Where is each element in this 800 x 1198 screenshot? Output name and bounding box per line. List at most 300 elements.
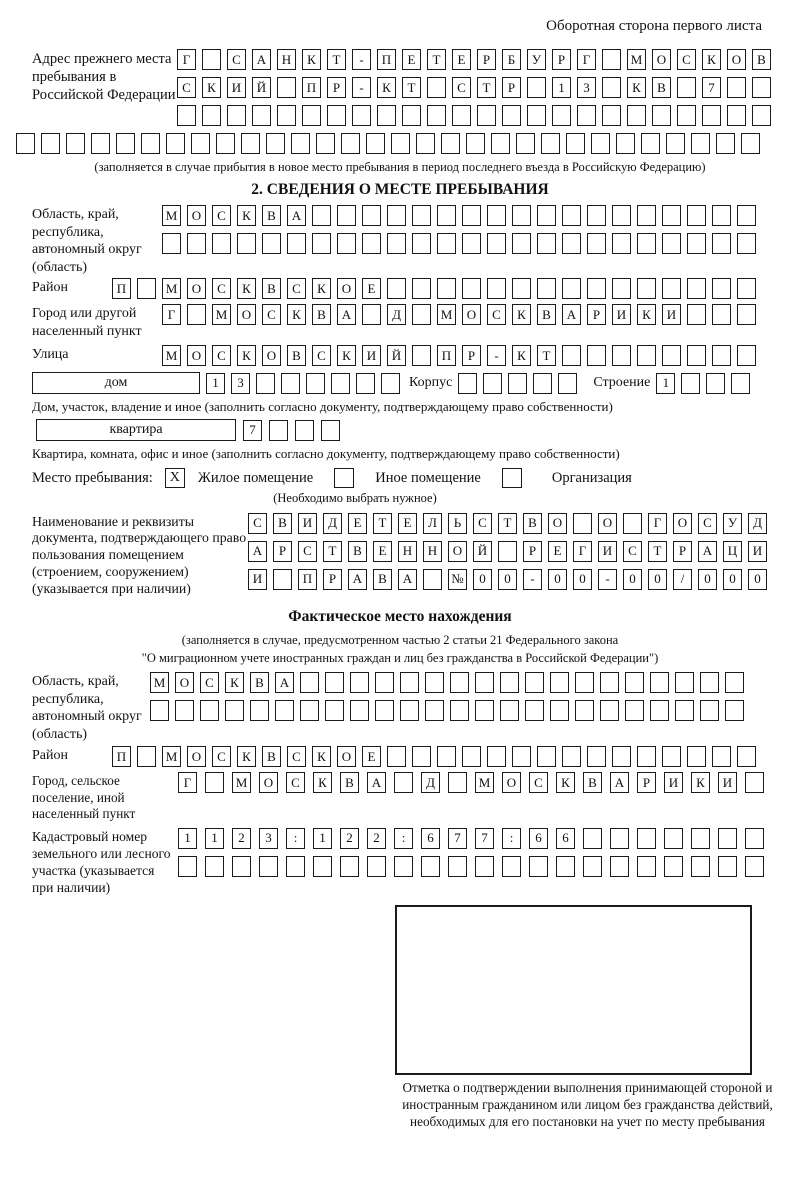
char-cell[interactable]: [205, 772, 224, 793]
char-cell[interactable]: [452, 105, 471, 126]
char-cell[interactable]: Г: [573, 541, 592, 562]
char-cell[interactable]: [745, 828, 764, 849]
char-cell[interactable]: [477, 105, 496, 126]
char-cell[interactable]: [291, 133, 310, 154]
char-cell[interactable]: [273, 569, 292, 590]
char-cell[interactable]: [637, 233, 656, 254]
char-cell[interactable]: [687, 345, 706, 366]
char-cell[interactable]: А: [367, 772, 386, 793]
char-cell[interactable]: [394, 772, 413, 793]
char-cell[interactable]: С: [212, 746, 231, 767]
char-cell[interactable]: [366, 133, 385, 154]
char-cell[interactable]: Г: [577, 49, 596, 70]
char-cell[interactable]: -: [352, 49, 371, 70]
char-cell[interactable]: [562, 345, 581, 366]
char-cell[interactable]: О: [448, 541, 467, 562]
char-cell[interactable]: [191, 133, 210, 154]
char-cell[interactable]: [637, 205, 656, 226]
char-cell[interactable]: 2: [232, 828, 251, 849]
char-cell[interactable]: [300, 672, 319, 693]
char-cell[interactable]: [381, 373, 400, 394]
char-cell[interactable]: [321, 420, 340, 441]
char-cell[interactable]: [587, 345, 606, 366]
char-cell[interactable]: [205, 856, 224, 877]
char-cell[interactable]: Е: [362, 746, 381, 767]
char-cell[interactable]: И: [598, 541, 617, 562]
char-cell[interactable]: [269, 420, 288, 441]
char-cell[interactable]: Г: [178, 772, 197, 793]
char-cell[interactable]: [448, 772, 467, 793]
char-cell[interactable]: [362, 233, 381, 254]
char-cell[interactable]: О: [548, 513, 567, 534]
char-cell[interactable]: [302, 105, 321, 126]
char-cell[interactable]: [712, 278, 731, 299]
char-cell[interactable]: [466, 133, 485, 154]
char-cell[interactable]: В: [752, 49, 771, 70]
char-cell[interactable]: [491, 133, 510, 154]
char-cell[interactable]: [691, 133, 710, 154]
char-cell[interactable]: П: [437, 345, 456, 366]
char-cell[interactable]: [259, 856, 278, 877]
char-cell[interactable]: [377, 105, 396, 126]
char-cell[interactable]: Р: [587, 304, 606, 325]
char-cell[interactable]: [367, 856, 386, 877]
char-cell[interactable]: [687, 233, 706, 254]
char-cell[interactable]: 6: [421, 828, 440, 849]
char-cell[interactable]: [306, 373, 325, 394]
char-cell[interactable]: В: [348, 541, 367, 562]
char-cell[interactable]: [331, 373, 350, 394]
char-cell[interactable]: [508, 373, 527, 394]
char-cell[interactable]: [745, 856, 764, 877]
char-cell[interactable]: [752, 77, 771, 98]
char-cell[interactable]: А: [348, 569, 367, 590]
char-cell[interactable]: [716, 133, 735, 154]
char-cell[interactable]: [641, 133, 660, 154]
char-cell[interactable]: [637, 345, 656, 366]
char-cell[interactable]: [687, 304, 706, 325]
char-cell[interactable]: [727, 77, 746, 98]
char-cell[interactable]: Р: [637, 772, 656, 793]
char-cell[interactable]: [16, 133, 35, 154]
char-cell[interactable]: [652, 105, 671, 126]
char-cell[interactable]: Е: [348, 513, 367, 534]
char-cell[interactable]: [450, 700, 469, 721]
char-cell[interactable]: С: [487, 304, 506, 325]
char-cell[interactable]: [718, 828, 737, 849]
char-cell[interactable]: 1: [205, 828, 224, 849]
char-cell[interactable]: [533, 373, 552, 394]
char-cell[interactable]: [737, 345, 756, 366]
char-cell[interactable]: [462, 746, 481, 767]
char-cell[interactable]: [250, 700, 269, 721]
char-cell[interactable]: [737, 746, 756, 767]
char-cell[interactable]: Р: [673, 541, 692, 562]
char-cell[interactable]: В: [523, 513, 542, 534]
char-cell[interactable]: В: [373, 569, 392, 590]
char-cell[interactable]: [577, 105, 596, 126]
char-cell[interactable]: [583, 828, 602, 849]
char-cell[interactable]: О: [187, 746, 206, 767]
char-cell[interactable]: 1: [656, 373, 675, 394]
char-cell[interactable]: О: [727, 49, 746, 70]
char-cell[interactable]: [362, 304, 381, 325]
char-cell[interactable]: [458, 373, 477, 394]
char-cell[interactable]: 0: [748, 569, 767, 590]
char-cell[interactable]: А: [562, 304, 581, 325]
char-cell[interactable]: [391, 133, 410, 154]
char-cell[interactable]: [316, 133, 335, 154]
char-cell[interactable]: [718, 856, 737, 877]
char-cell[interactable]: Т: [498, 513, 517, 534]
char-cell[interactable]: 0: [498, 569, 517, 590]
char-cell[interactable]: [537, 278, 556, 299]
char-cell[interactable]: [725, 700, 744, 721]
char-cell[interactable]: [573, 513, 592, 534]
char-cell[interactable]: [178, 856, 197, 877]
char-cell[interactable]: Й: [473, 541, 492, 562]
char-cell[interactable]: [527, 77, 546, 98]
char-cell[interactable]: [602, 49, 621, 70]
char-cell[interactable]: К: [377, 77, 396, 98]
char-cell[interactable]: 3: [577, 77, 596, 98]
char-cell[interactable]: [600, 672, 619, 693]
char-cell[interactable]: Т: [323, 541, 342, 562]
char-cell[interactable]: [675, 672, 694, 693]
char-cell[interactable]: [275, 700, 294, 721]
char-cell[interactable]: Г: [162, 304, 181, 325]
char-cell[interactable]: Р: [502, 77, 521, 98]
char-cell[interactable]: [691, 856, 710, 877]
char-cell[interactable]: Й: [252, 77, 271, 98]
char-cell[interactable]: [662, 345, 681, 366]
char-cell[interactable]: 7: [702, 77, 721, 98]
char-cell[interactable]: [427, 77, 446, 98]
char-cell[interactable]: [502, 856, 521, 877]
char-cell[interactable]: А: [275, 672, 294, 693]
char-cell[interactable]: [562, 746, 581, 767]
char-cell[interactable]: Е: [402, 49, 421, 70]
char-cell[interactable]: [587, 278, 606, 299]
char-cell[interactable]: 2: [340, 828, 359, 849]
char-cell[interactable]: [337, 205, 356, 226]
char-cell[interactable]: К: [225, 672, 244, 693]
char-cell[interactable]: [387, 233, 406, 254]
char-cell[interactable]: [462, 205, 481, 226]
char-cell[interactable]: [425, 700, 444, 721]
char-cell[interactable]: А: [248, 541, 267, 562]
char-cell[interactable]: [612, 205, 631, 226]
char-cell[interactable]: /: [673, 569, 692, 590]
char-cell[interactable]: [241, 133, 260, 154]
char-cell[interactable]: Ц: [723, 541, 742, 562]
char-cell[interactable]: Т: [373, 513, 392, 534]
char-cell[interactable]: [202, 105, 221, 126]
char-cell[interactable]: [227, 105, 246, 126]
char-cell[interactable]: Е: [373, 541, 392, 562]
char-cell[interactable]: [550, 700, 569, 721]
char-cell[interactable]: [502, 105, 521, 126]
char-cell[interactable]: [462, 233, 481, 254]
char-cell[interactable]: [677, 105, 696, 126]
char-cell[interactable]: Т: [648, 541, 667, 562]
char-cell[interactable]: Р: [552, 49, 571, 70]
char-cell[interactable]: М: [437, 304, 456, 325]
char-cell[interactable]: 0: [473, 569, 492, 590]
char-cell[interactable]: [541, 133, 560, 154]
char-cell[interactable]: -: [487, 345, 506, 366]
char-cell[interactable]: К: [237, 345, 256, 366]
char-cell[interactable]: [41, 133, 60, 154]
char-cell[interactable]: Е: [398, 513, 417, 534]
char-cell[interactable]: К: [302, 49, 321, 70]
char-cell[interactable]: И: [662, 304, 681, 325]
char-cell[interactable]: Т: [327, 49, 346, 70]
char-cell[interactable]: [623, 513, 642, 534]
char-cell[interactable]: [232, 856, 251, 877]
char-cell[interactable]: В: [652, 77, 671, 98]
char-cell[interactable]: 1: [313, 828, 332, 849]
char-cell[interactable]: [583, 856, 602, 877]
char-cell[interactable]: [150, 700, 169, 721]
char-cell[interactable]: К: [512, 304, 531, 325]
char-cell[interactable]: В: [273, 513, 292, 534]
char-cell[interactable]: У: [527, 49, 546, 70]
char-cell[interactable]: Р: [477, 49, 496, 70]
char-cell[interactable]: И: [612, 304, 631, 325]
char-cell[interactable]: 7: [243, 420, 262, 441]
char-cell[interactable]: 0: [573, 569, 592, 590]
char-cell[interactable]: Л: [423, 513, 442, 534]
char-cell[interactable]: [350, 700, 369, 721]
char-cell[interactable]: [475, 672, 494, 693]
char-cell[interactable]: К: [637, 304, 656, 325]
char-cell[interactable]: 7: [475, 828, 494, 849]
stamp-box[interactable]: [395, 905, 752, 1075]
char-cell[interactable]: [277, 105, 296, 126]
char-cell[interactable]: [664, 856, 683, 877]
char-cell[interactable]: :: [394, 828, 413, 849]
char-cell[interactable]: С: [212, 278, 231, 299]
char-cell[interactable]: [602, 77, 621, 98]
char-cell[interactable]: [475, 700, 494, 721]
char-cell[interactable]: Е: [452, 49, 471, 70]
char-cell[interactable]: Ь: [448, 513, 467, 534]
char-cell[interactable]: С: [286, 772, 305, 793]
char-cell[interactable]: В: [583, 772, 602, 793]
char-cell[interactable]: [727, 105, 746, 126]
char-cell[interactable]: [448, 856, 467, 877]
char-cell[interactable]: [637, 856, 656, 877]
char-cell[interactable]: [612, 345, 631, 366]
char-cell[interactable]: [737, 205, 756, 226]
char-cell[interactable]: [702, 105, 721, 126]
char-cell[interactable]: [327, 105, 346, 126]
char-cell[interactable]: [562, 205, 581, 226]
checkbox-zhiloe[interactable]: X: [165, 468, 185, 488]
char-cell[interactable]: [725, 672, 744, 693]
char-cell[interactable]: М: [162, 345, 181, 366]
char-cell[interactable]: [616, 133, 635, 154]
char-cell[interactable]: 0: [648, 569, 667, 590]
char-cell[interactable]: [700, 700, 719, 721]
char-cell[interactable]: [527, 105, 546, 126]
char-cell[interactable]: У: [723, 513, 742, 534]
char-cell[interactable]: [600, 700, 619, 721]
char-cell[interactable]: С: [287, 278, 306, 299]
char-cell[interactable]: [416, 133, 435, 154]
char-cell[interactable]: И: [227, 77, 246, 98]
char-cell[interactable]: М: [627, 49, 646, 70]
char-cell[interactable]: Д: [421, 772, 440, 793]
char-cell[interactable]: [362, 205, 381, 226]
char-cell[interactable]: О: [673, 513, 692, 534]
char-cell[interactable]: [262, 233, 281, 254]
char-cell[interactable]: [400, 672, 419, 693]
char-cell[interactable]: К: [313, 772, 332, 793]
char-cell[interactable]: [325, 672, 344, 693]
char-cell[interactable]: С: [248, 513, 267, 534]
char-cell[interactable]: [587, 205, 606, 226]
char-cell[interactable]: [312, 233, 331, 254]
char-cell[interactable]: [602, 105, 621, 126]
char-cell[interactable]: С: [473, 513, 492, 534]
char-cell[interactable]: С: [177, 77, 196, 98]
char-cell[interactable]: [662, 205, 681, 226]
char-cell[interactable]: [512, 205, 531, 226]
char-cell[interactable]: Р: [273, 541, 292, 562]
char-cell[interactable]: Т: [537, 345, 556, 366]
char-cell[interactable]: О: [237, 304, 256, 325]
char-cell[interactable]: [552, 105, 571, 126]
char-cell[interactable]: Д: [323, 513, 342, 534]
char-cell[interactable]: [637, 278, 656, 299]
char-cell[interactable]: [91, 133, 110, 154]
char-cell[interactable]: [675, 700, 694, 721]
char-cell[interactable]: О: [187, 345, 206, 366]
char-cell[interactable]: [525, 672, 544, 693]
char-cell[interactable]: [137, 746, 156, 767]
char-cell[interactable]: Й: [387, 345, 406, 366]
char-cell[interactable]: -: [523, 569, 542, 590]
char-cell[interactable]: [394, 856, 413, 877]
char-cell[interactable]: [537, 233, 556, 254]
char-cell[interactable]: [212, 233, 231, 254]
char-cell[interactable]: [591, 133, 610, 154]
char-cell[interactable]: [516, 133, 535, 154]
char-cell[interactable]: [437, 278, 456, 299]
char-cell[interactable]: В: [312, 304, 331, 325]
char-cell[interactable]: [423, 569, 442, 590]
char-cell[interactable]: П: [298, 569, 317, 590]
char-cell[interactable]: [187, 233, 206, 254]
char-cell[interactable]: [612, 746, 631, 767]
char-cell[interactable]: С: [623, 541, 642, 562]
char-cell[interactable]: Р: [327, 77, 346, 98]
char-cell[interactable]: С: [200, 672, 219, 693]
char-cell[interactable]: [487, 233, 506, 254]
char-cell[interactable]: [337, 233, 356, 254]
char-cell[interactable]: [256, 373, 275, 394]
char-cell[interactable]: [741, 133, 760, 154]
char-cell[interactable]: С: [698, 513, 717, 534]
char-cell[interactable]: А: [610, 772, 629, 793]
char-cell[interactable]: Н: [398, 541, 417, 562]
char-cell[interactable]: [437, 746, 456, 767]
checkbox-organizatsiya[interactable]: [502, 468, 522, 488]
char-cell[interactable]: О: [598, 513, 617, 534]
char-cell[interactable]: Н: [277, 49, 296, 70]
char-cell[interactable]: [286, 856, 305, 877]
char-cell[interactable]: [116, 133, 135, 154]
char-cell[interactable]: О: [175, 672, 194, 693]
char-cell[interactable]: С: [452, 77, 471, 98]
char-cell[interactable]: Т: [402, 77, 421, 98]
char-cell[interactable]: К: [312, 278, 331, 299]
char-cell[interactable]: [166, 133, 185, 154]
char-cell[interactable]: [352, 105, 371, 126]
char-cell[interactable]: [625, 700, 644, 721]
char-cell[interactable]: :: [502, 828, 521, 849]
char-cell[interactable]: К: [237, 746, 256, 767]
char-cell[interactable]: О: [462, 304, 481, 325]
char-cell[interactable]: [610, 856, 629, 877]
char-cell[interactable]: [375, 672, 394, 693]
char-cell[interactable]: К: [237, 205, 256, 226]
char-cell[interactable]: [587, 746, 606, 767]
char-cell[interactable]: [664, 828, 683, 849]
char-cell[interactable]: :: [286, 828, 305, 849]
char-cell[interactable]: Б: [502, 49, 521, 70]
char-cell[interactable]: [610, 828, 629, 849]
char-cell[interactable]: 6: [556, 828, 575, 849]
char-cell[interactable]: М: [212, 304, 231, 325]
char-cell[interactable]: О: [502, 772, 521, 793]
char-cell[interactable]: [687, 746, 706, 767]
char-cell[interactable]: К: [691, 772, 710, 793]
char-cell[interactable]: [558, 373, 577, 394]
char-cell[interactable]: [525, 700, 544, 721]
char-cell[interactable]: [387, 746, 406, 767]
char-cell[interactable]: К: [702, 49, 721, 70]
char-cell[interactable]: [295, 420, 314, 441]
char-cell[interactable]: [612, 233, 631, 254]
char-cell[interactable]: [175, 700, 194, 721]
char-cell[interactable]: М: [162, 278, 181, 299]
char-cell[interactable]: [421, 856, 440, 877]
char-cell[interactable]: [612, 278, 631, 299]
char-cell[interactable]: М: [162, 205, 181, 226]
char-cell[interactable]: [625, 672, 644, 693]
char-cell[interactable]: А: [398, 569, 417, 590]
char-cell[interactable]: [731, 373, 750, 394]
char-cell[interactable]: В: [340, 772, 359, 793]
char-cell[interactable]: [66, 133, 85, 154]
char-cell[interactable]: С: [298, 541, 317, 562]
char-cell[interactable]: [187, 304, 206, 325]
char-cell[interactable]: [350, 672, 369, 693]
char-cell[interactable]: О: [337, 278, 356, 299]
char-cell[interactable]: [745, 772, 764, 793]
char-cell[interactable]: [500, 700, 519, 721]
char-cell[interactable]: [712, 205, 731, 226]
char-cell[interactable]: [700, 672, 719, 693]
char-cell[interactable]: [400, 700, 419, 721]
char-cell[interactable]: [737, 304, 756, 325]
char-cell[interactable]: Д: [748, 513, 767, 534]
char-cell[interactable]: С: [262, 304, 281, 325]
char-cell[interactable]: [475, 856, 494, 877]
